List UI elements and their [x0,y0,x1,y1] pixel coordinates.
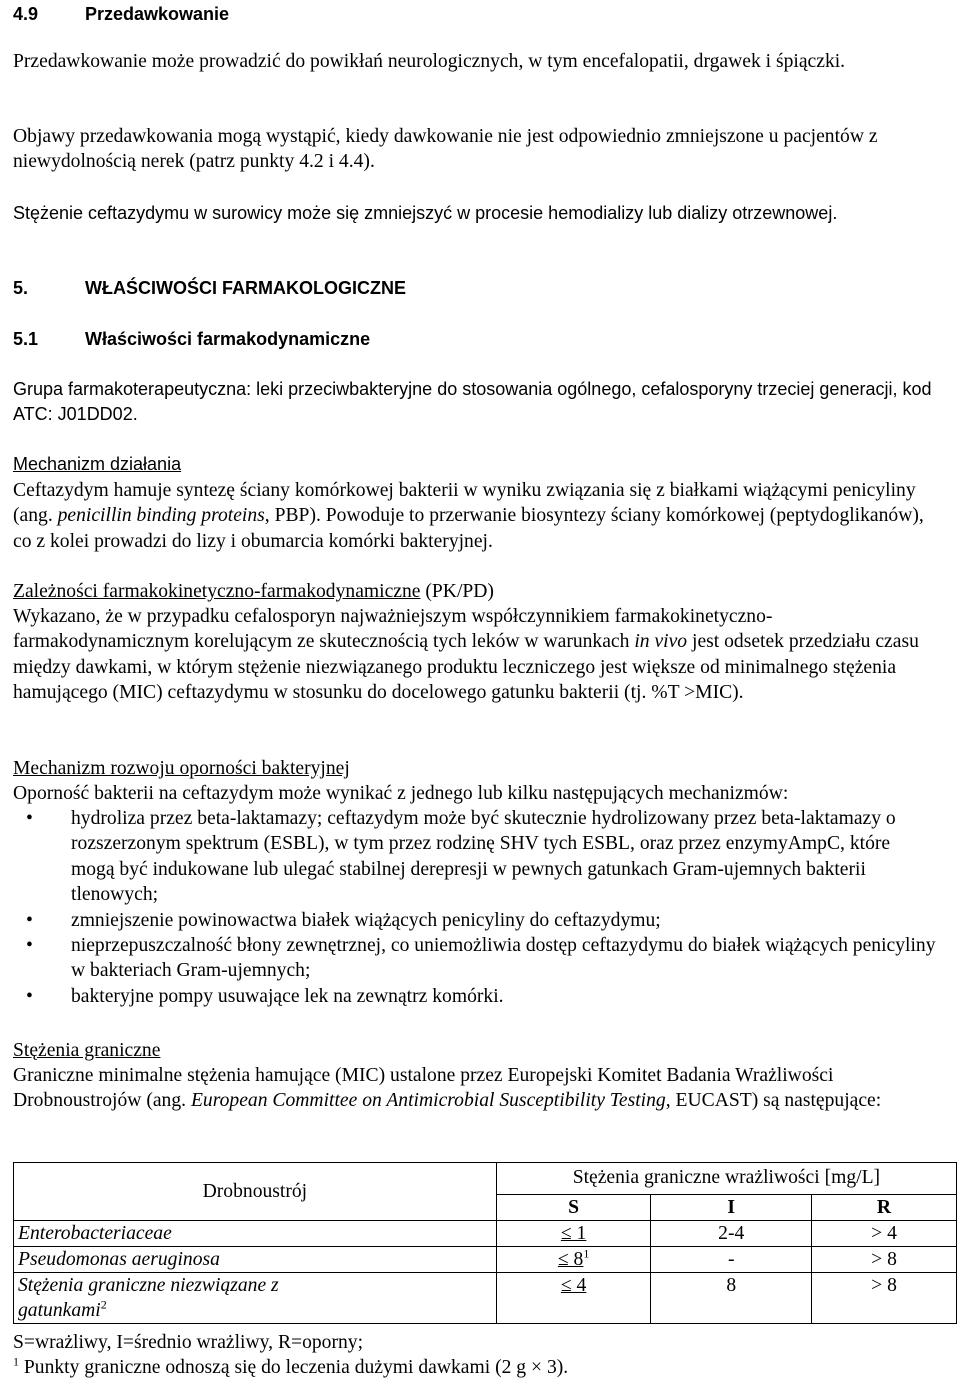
organism-name: Enterobacteriaceae [18,1223,172,1244]
pkpd-heading-line [13,579,948,604]
breakpoints-paragraph [13,1063,945,1114]
footnote-text: Punkty graniczne odnoszą się do leczenia dużymi dawkami (2 g × 3). [19,1357,569,1378]
breakpoints-text-b: , EUCAST) są następujące: [665,1090,882,1112]
breakpoints-table [13,1162,957,1324]
value-s: ≤ 1 [560,1223,587,1244]
list-item [13,806,943,908]
organism-superscript: 2 [100,1297,107,1312]
mechanism-text-a: Ceftazydym hamuje syntezę ściany komórkowej bakterii w wyniku związania się z białkami wiążącymi penicyliny (ang. [13,480,916,527]
table-legend: S=wrażliwy, I=średnio wrażliwy, R=oporny; [13,1332,364,1353]
mechanism-block [13,452,948,477]
list-item [13,984,943,1009]
organism-name: Stężenia graniczne niezwiązane z gatunkami [18,1275,279,1321]
breakpoints-heading: Stężenia graniczne [13,1040,161,1061]
section-title: Przedawkowanie [85,4,230,24]
value-s: ≤ 4 [560,1275,587,1296]
footnote-number: 1 [13,1354,19,1369]
bullet-icon: • [26,935,33,957]
list-item-text: zmniejszenie powinowactwa białek wiążących penicyliny do ceftazydymu; [71,909,661,931]
section-number: 4.9 [13,4,39,24]
cell-r: > 4 [812,1221,957,1247]
bullet-icon: • [26,909,33,931]
breakpoints-text-a: Graniczne minimalne stężenia hamujące (MIC) ustalone przez Europejski Komitet Badania Wrażliwości Drobnoustrojów (ang. [13,1065,834,1112]
breakpoints-text-italic: European Committee on Antimicrobial Susceptibility Testing [190,1090,666,1112]
organism-name: Pseudomonas aeruginosa [18,1249,220,1270]
bullet-icon: • [26,808,33,829]
list-item [13,908,943,933]
cell-r: > 8 [812,1247,957,1273]
section-title: Właściwości farmakodynamiczne [85,329,371,349]
value-s: ≤ 8 [557,1249,584,1270]
mechanism-paragraph [13,478,938,554]
mechanism-heading: Mechanizm działania [13,454,182,474]
list-item-text: hydroliza przez beta-laktamazy; ceftazydym może być skutecznie hydrolizowany przez beta-laktamazy o rozszerzonym spektrum (ESBL), w tym przez rodzinę SHV tych ESBL, oraz przez enzymyAmpC, które mogą być indukowane lub ulegać stabilnej derepresji w pewnych gatunkach Gram-ujemnych bakterii tlenowych; [71,808,896,906]
section-5-1-heading [13,327,370,352]
cell-s [496,1221,651,1247]
cell-r: > 8 [812,1273,957,1324]
list-item-text: bakteryjne pompy usuwające lek na zewnątrz komórki. [71,985,504,1007]
section-5-heading [13,276,406,301]
bullet-icon: • [26,985,33,1007]
mechanism-text-b: , PBP). Powoduje to przerwanie biosyntezy ściany komórkowej (peptydoglikanów), co z kolei prowadzi do lizy i obumarcia komórki bakteryjnej. [13,505,924,552]
table-row [14,1273,957,1324]
cell-i: 2-4 [651,1221,812,1247]
pharmacotherapeutic-group: Grupa farmakoterapeutyczna: leki przeciwbakteryjne do stosowania ogólnego, cefalosporyny trzeciej generacji, kod ATC: J01DD02. [13,379,932,425]
pkpd-text-italic: in vivo [634,631,688,653]
overdose-paragraph-3: Stężenie ceftazydymu w surowicy może się zmniejszyć w procesie hemodializy lub dializy otrzewnowej. [13,203,838,223]
cell-s [496,1273,651,1324]
header-i: I [651,1195,812,1221]
cell-organism [14,1273,497,1324]
table-row [14,1247,957,1273]
header-r: R [812,1195,957,1221]
resistance-heading: Mechanizm rozwoju oporności bakteryjnej [13,758,350,779]
cell-s [496,1247,651,1273]
cell-i: - [651,1247,812,1273]
overdose-paragraph-2: Objawy przedawkowania mogą wystąpić, kiedy dawkowanie nie jest odpowiednio zmniejszone u pacjentów z niewydolnością nerek (patrz punkty 4.2 i 4.4). [13,126,878,173]
table-row [14,1221,957,1247]
header-group: Stężenia graniczne wrażliwości [mg/L] [496,1163,956,1195]
pkpd-paragraph [13,604,931,706]
resistance-list [13,806,943,1009]
list-item-text: nieprzepuszczalność błony zewnętrznej, co uniemożliwia dostęp ceftazydymu do białek wiążących penicyliny w bakteriach Gram-ujemnych; [71,935,936,982]
header-organism: Drobnoustrój [14,1163,497,1221]
resistance-intro: Oporność bakterii na ceftazydym może wynikać z jednego lub kilku następujących mechanizmów: [13,783,789,804]
pkpd-text-b: jest odsetek przedziału czasu między dawkami, w którym stężenie niezwiązanego produktu leczniczego jest większe od minimalnego stężenia hamującego (MIC) ceftazydymu w stosunku do docelowego gatunku bakterii (tj. %T >MIC). [13,631,919,704]
pkpd-heading-suffix: (PK/PD) [420,581,494,602]
header-s: S [496,1195,651,1221]
value-s-superscript: 1 [583,1246,590,1261]
cell-organism [14,1221,497,1247]
cell-organism [14,1247,497,1273]
list-item [13,933,943,984]
pkpd-heading: Zależności farmakokinetyczno-farmakodynamiczne [13,581,421,602]
cell-i: 8 [651,1273,812,1324]
pkpd-text-a: Wykazano, że w przypadku cefalosporyn najważniejszym współczynnikiem farmakokinetyczno-farmakodynamicznym korelującym ze skutecznością tych leków w warunkach [13,606,773,653]
section-number: 5.1 [13,329,39,349]
section-title: WŁAŚCIWOŚCI FARMAKOLOGICZNE [85,278,406,298]
section-4-9-heading [13,2,229,27]
resistance-heading-line [13,756,350,781]
breakpoints-heading-line [13,1038,160,1063]
table-footnote [13,1355,568,1380]
overdose-paragraph-1: Przedawkowanie może prowadzić do powikłań neurologicznych, w tym encefalopatii, drgawek i śpiączki. [13,51,846,72]
section-number: 5. [13,278,29,298]
mechanism-text-italic: penicillin binding proteins [57,505,265,527]
